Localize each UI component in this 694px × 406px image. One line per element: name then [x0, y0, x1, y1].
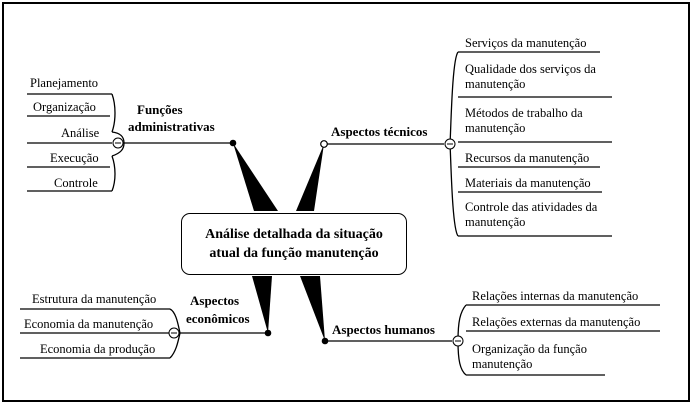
branch-label-economicos-2[interactable]: econômicos: [186, 311, 250, 326]
branch-label-tecnicos[interactable]: Aspectos técnicos: [331, 124, 428, 139]
branch-label-humanos[interactable]: Aspectos humanos: [332, 322, 435, 337]
leaf-relacoes-externas[interactable]: Relações externas da manutenção: [472, 315, 641, 329]
spoke-humanos: [300, 276, 325, 341]
leaf-organizacao[interactable]: Organização: [33, 100, 96, 114]
leaf-analise[interactable]: Análise: [61, 126, 100, 140]
leaf-recursos[interactable]: Recursos da manutenção: [465, 151, 590, 165]
leaf-relacoes-internas[interactable]: Relações internas da manutenção: [472, 289, 639, 303]
central-topic[interactable]: [181, 213, 407, 275]
central-topic-line-1: Análise detalhada da situação: [205, 227, 383, 242]
central-topic-line-2: atual da função manutenção: [209, 246, 379, 261]
leaf-qualidade[interactable]: Qualidade dos serviços da manutenção: [465, 62, 596, 91]
leaf-economia-producao[interactable]: Economia da produção: [40, 342, 156, 356]
leaf-estrutura[interactable]: Estrutura da manutenção: [32, 292, 157, 306]
leaf-organizacao-funcao[interactable]: Organização da função manutenção: [472, 342, 587, 371]
spoke-tecnicos: [296, 144, 324, 211]
branch-label-funcoes-1[interactable]: Funções: [137, 102, 183, 117]
spoke-funcoes: [233, 143, 278, 211]
leaf-servicos[interactable]: Serviços da manutenção: [465, 36, 587, 50]
leaf-materiais[interactable]: Materiais da manutenção: [465, 176, 591, 190]
branch-label-funcoes-2[interactable]: administrativas: [128, 119, 215, 134]
leaf-controle-atividades[interactable]: Controle das atividades da manutenção: [465, 200, 598, 229]
leaf-economia-manutencao[interactable]: Economia da manutenção: [24, 317, 154, 331]
leaf-planejamento[interactable]: Planejamento: [30, 76, 99, 90]
branch-label-economicos-1[interactable]: Aspectos: [190, 293, 240, 308]
leaf-metodos[interactable]: Métodos de trabalho da manutenção: [465, 106, 583, 135]
leaf-execucao[interactable]: Execução: [50, 151, 99, 165]
leaf-controle[interactable]: Controle: [54, 176, 98, 190]
spoke-economicos: [252, 276, 272, 333]
